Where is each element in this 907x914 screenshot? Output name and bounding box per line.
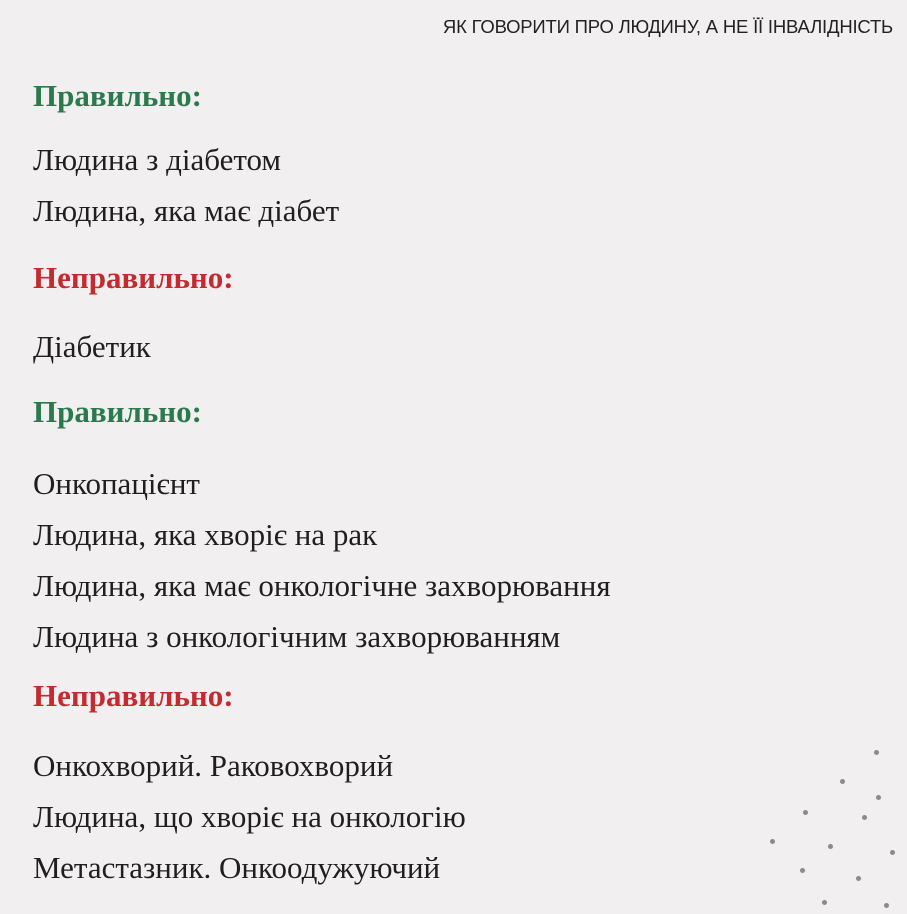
phrase-line: Людина з онкологічним захворюванням — [33, 619, 561, 654]
phrase-line: Онкопацієнт — [33, 466, 200, 501]
phrase-line: Метастазник. Онкоодужуючий — [33, 850, 441, 885]
decor-dot — [770, 839, 775, 844]
decor-dot — [800, 868, 805, 873]
decor-dot — [840, 779, 845, 784]
page-header-title: ЯК ГОВОРИТИ ПРО ЛЮДИНУ, А НЕ ЇЇ ІНВАЛІДНІСТЬ — [442, 16, 893, 37]
section-incorrect-cancer — [33, 678, 897, 714]
section-correct-diabetes-lines — [33, 134, 897, 236]
phrase-line: Людина, яка має діабет — [33, 193, 340, 228]
section-correct-diabetes — [33, 78, 897, 114]
section-incorrect-diabetes-lines — [33, 321, 897, 372]
heading-incorrect: Неправильно: — [33, 678, 234, 713]
decor-dot — [884, 903, 889, 908]
section-incorrect-cancer-lines — [33, 740, 897, 893]
phrase-line: Людина, яка має онкологічне захворювання — [33, 568, 611, 603]
phrase-line: Людина, яка хворіє на рак — [33, 517, 378, 552]
decor-dot — [803, 810, 808, 815]
heading-correct: Правильно: — [33, 78, 202, 113]
section-correct-cancer-lines — [33, 458, 897, 662]
decor-dot — [874, 750, 879, 755]
decor-dot — [890, 850, 895, 855]
phrase-line: Онкохворий. Раковохворий — [33, 748, 394, 783]
decor-dot — [876, 795, 881, 800]
phrase-line: Людина, що хворіє на онкологію — [33, 799, 466, 834]
decor-dot — [828, 844, 833, 849]
decor-dot — [856, 876, 861, 881]
decor-dot — [862, 815, 867, 820]
phrase-line: Діабетик — [33, 329, 151, 364]
heading-incorrect: Неправильно: — [33, 260, 234, 295]
heading-correct: Правильно: — [33, 394, 202, 429]
decor-dot — [822, 900, 827, 905]
section-correct-cancer — [33, 394, 897, 430]
phrase-line: Людина з діабетом — [33, 142, 281, 177]
section-incorrect-diabetes — [33, 260, 897, 296]
